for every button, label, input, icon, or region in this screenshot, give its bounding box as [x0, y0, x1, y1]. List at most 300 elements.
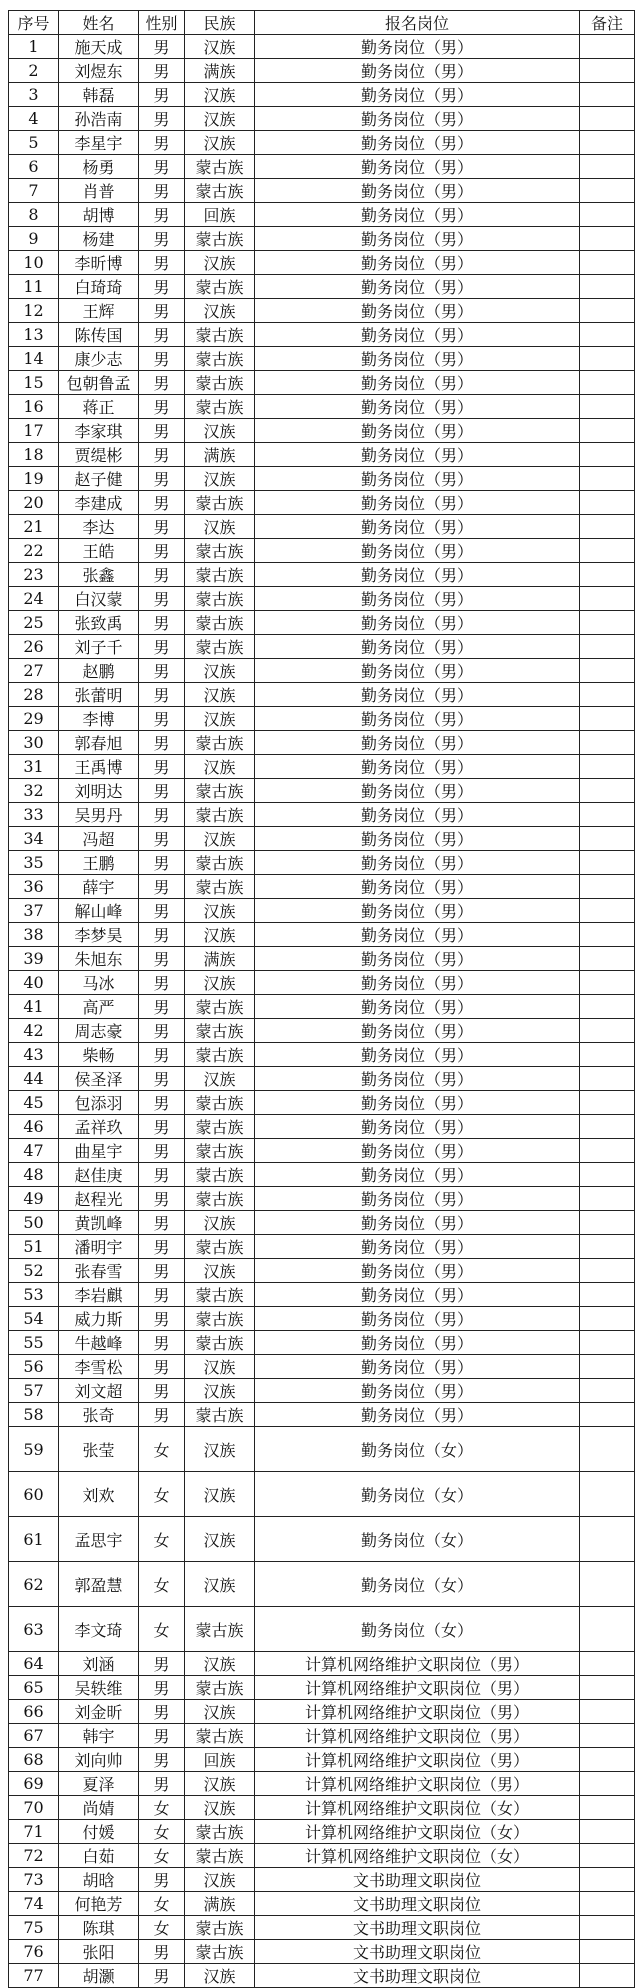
- cell-position: 勤务岗位（男）: [255, 707, 580, 731]
- cell-ethnicity: 汉族: [185, 299, 255, 323]
- cell-position: 勤务岗位（男）: [255, 731, 580, 755]
- cell-index: 14: [9, 347, 59, 371]
- table-row: [9, 1796, 635, 1820]
- cell-name: 李星宇: [59, 131, 139, 155]
- cell-index: 3: [9, 83, 59, 107]
- cell-position: 计算机网络维护文职岗位（男）: [255, 1652, 580, 1676]
- cell-position: 文书助理文职岗位: [255, 1892, 580, 1916]
- roster-table: [8, 10, 635, 1988]
- cell-index: 47: [9, 1139, 59, 1163]
- table-row: [9, 995, 635, 1019]
- cell-name: 孟思宇: [59, 1517, 139, 1562]
- cell-index: 69: [9, 1772, 59, 1796]
- cell-index: 34: [9, 827, 59, 851]
- cell-gender: 男: [139, 59, 185, 83]
- cell-remark: [580, 107, 635, 131]
- cell-position: 勤务岗位（男）: [255, 443, 580, 467]
- cell-index: 52: [9, 1259, 59, 1283]
- cell-index: 24: [9, 587, 59, 611]
- cell-remark: [580, 1964, 635, 1988]
- cell-remark: [580, 1379, 635, 1403]
- cell-remark: [580, 1844, 635, 1868]
- cell-gender: 男: [139, 395, 185, 419]
- cell-position: 勤务岗位（男）: [255, 683, 580, 707]
- table-row: [9, 683, 635, 707]
- cell-ethnicity: 蒙古族: [185, 1820, 255, 1844]
- cell-index: 49: [9, 1187, 59, 1211]
- table-row: [9, 131, 635, 155]
- cell-index: 4: [9, 107, 59, 131]
- cell-ethnicity: 蒙古族: [185, 1115, 255, 1139]
- cell-name: 李岩麒: [59, 1283, 139, 1307]
- cell-remark: [580, 1700, 635, 1724]
- cell-name: 张奇: [59, 1403, 139, 1427]
- table-row: [9, 875, 635, 899]
- cell-gender: 男: [139, 1940, 185, 1964]
- cell-ethnicity: 汉族: [185, 1772, 255, 1796]
- table-row: [9, 1607, 635, 1652]
- cell-name: 刘欢: [59, 1472, 139, 1517]
- cell-position: 勤务岗位（女）: [255, 1517, 580, 1562]
- table-row: [9, 515, 635, 539]
- cell-ethnicity: 汉族: [185, 1355, 255, 1379]
- cell-index: 45: [9, 1091, 59, 1115]
- cell-gender: 男: [139, 587, 185, 611]
- cell-position: 勤务岗位（男）: [255, 1403, 580, 1427]
- cell-name: 张莹: [59, 1427, 139, 1472]
- cell-gender: 男: [139, 1187, 185, 1211]
- cell-position: 勤务岗位（男）: [255, 803, 580, 827]
- cell-position: 计算机网络维护文职岗位（男）: [255, 1676, 580, 1700]
- cell-index: 27: [9, 659, 59, 683]
- cell-ethnicity: 蒙古族: [185, 1139, 255, 1163]
- table-row: [9, 371, 635, 395]
- cell-index: 25: [9, 611, 59, 635]
- cell-gender: 男: [139, 827, 185, 851]
- cell-name: 冯超: [59, 827, 139, 851]
- cell-position: 勤务岗位（男）: [255, 539, 580, 563]
- cell-ethnicity: 汉族: [185, 251, 255, 275]
- cell-index: 76: [9, 1940, 59, 1964]
- cell-ethnicity: 蒙古族: [185, 779, 255, 803]
- cell-index: 36: [9, 875, 59, 899]
- cell-remark: [580, 443, 635, 467]
- cell-remark: [580, 659, 635, 683]
- cell-gender: 男: [139, 1652, 185, 1676]
- cell-gender: 男: [139, 707, 185, 731]
- cell-position: 勤务岗位（女）: [255, 1607, 580, 1652]
- cell-name: 牛越峰: [59, 1331, 139, 1355]
- cell-index: 7: [9, 179, 59, 203]
- cell-gender: 女: [139, 1844, 185, 1868]
- cell-position: 计算机网络维护文职岗位（女）: [255, 1820, 580, 1844]
- cell-position: 勤务岗位（男）: [255, 1187, 580, 1211]
- cell-name: 潘明宇: [59, 1235, 139, 1259]
- cell-gender: 女: [139, 1892, 185, 1916]
- cell-index: 68: [9, 1748, 59, 1772]
- cell-name: 吴男丹: [59, 803, 139, 827]
- cell-ethnicity: 汉族: [185, 827, 255, 851]
- cell-index: 38: [9, 923, 59, 947]
- cell-index: 66: [9, 1700, 59, 1724]
- cell-gender: 男: [139, 875, 185, 899]
- cell-ethnicity: 满族: [185, 59, 255, 83]
- table-row: [9, 1211, 635, 1235]
- cell-gender: 男: [139, 155, 185, 179]
- cell-ethnicity: 蒙古族: [185, 1019, 255, 1043]
- cell-gender: 男: [139, 635, 185, 659]
- cell-gender: 男: [139, 1964, 185, 1988]
- cell-name: 刘子千: [59, 635, 139, 659]
- cell-remark: [580, 1517, 635, 1562]
- table-row: [9, 971, 635, 995]
- cell-index: 9: [9, 227, 59, 251]
- cell-name: 何艳芳: [59, 1892, 139, 1916]
- cell-position: 计算机网络维护文职岗位（女）: [255, 1844, 580, 1868]
- cell-remark: [580, 515, 635, 539]
- cell-gender: 男: [139, 971, 185, 995]
- table-row: [9, 563, 635, 587]
- cell-ethnicity: 汉族: [185, 1067, 255, 1091]
- table-row: [9, 1652, 635, 1676]
- cell-name: 蒋正: [59, 395, 139, 419]
- cell-gender: 女: [139, 1820, 185, 1844]
- cell-ethnicity: 汉族: [185, 467, 255, 491]
- cell-gender: 女: [139, 1427, 185, 1472]
- cell-name: 高严: [59, 995, 139, 1019]
- cell-position: 勤务岗位（男）: [255, 227, 580, 251]
- cell-position: 勤务岗位（男）: [255, 467, 580, 491]
- cell-remark: [580, 1211, 635, 1235]
- cell-index: 35: [9, 851, 59, 875]
- cell-position: 勤务岗位（男）: [255, 107, 580, 131]
- cell-position: 计算机网络维护文职岗位（男）: [255, 1772, 580, 1796]
- cell-gender: 女: [139, 1796, 185, 1820]
- cell-ethnicity: 蒙古族: [185, 227, 255, 251]
- cell-ethnicity: 回族: [185, 203, 255, 227]
- cell-name: 郭盈慧: [59, 1562, 139, 1607]
- cell-gender: 男: [139, 443, 185, 467]
- table-header-row: [9, 11, 635, 35]
- cell-name: 朱旭东: [59, 947, 139, 971]
- table-row: [9, 1043, 635, 1067]
- cell-position: 勤务岗位（女）: [255, 1472, 580, 1517]
- cell-position: 勤务岗位（男）: [255, 491, 580, 515]
- cell-remark: [580, 1868, 635, 1892]
- cell-gender: 男: [139, 515, 185, 539]
- cell-name: 韩宇: [59, 1724, 139, 1748]
- cell-remark: [580, 731, 635, 755]
- cell-ethnicity: 汉族: [185, 683, 255, 707]
- cell-remark: [580, 803, 635, 827]
- table-row: [9, 1331, 635, 1355]
- cell-name: 夏泽: [59, 1772, 139, 1796]
- cell-ethnicity: 汉族: [185, 35, 255, 59]
- cell-remark: [580, 899, 635, 923]
- cell-gender: 男: [139, 995, 185, 1019]
- table-row: [9, 1379, 635, 1403]
- table-row: [9, 827, 635, 851]
- cell-name: 柴畅: [59, 1043, 139, 1067]
- table-row: [9, 1139, 635, 1163]
- cell-remark: [580, 995, 635, 1019]
- cell-remark: [580, 539, 635, 563]
- cell-index: 17: [9, 419, 59, 443]
- cell-remark: [580, 131, 635, 155]
- cell-remark: [580, 971, 635, 995]
- cell-gender: 男: [139, 323, 185, 347]
- cell-ethnicity: 汉族: [185, 1472, 255, 1517]
- cell-gender: 男: [139, 923, 185, 947]
- cell-position: 勤务岗位（男）: [255, 395, 580, 419]
- cell-index: 31: [9, 755, 59, 779]
- cell-ethnicity: 汉族: [185, 1562, 255, 1607]
- cell-position: 勤务岗位（男）: [255, 947, 580, 971]
- cell-ethnicity: 蒙古族: [185, 731, 255, 755]
- cell-ethnicity: 蒙古族: [185, 1163, 255, 1187]
- cell-gender: 男: [139, 611, 185, 635]
- cell-name: 王皓: [59, 539, 139, 563]
- cell-gender: 男: [139, 1355, 185, 1379]
- cell-remark: [580, 1019, 635, 1043]
- cell-ethnicity: 汉族: [185, 899, 255, 923]
- cell-index: 28: [9, 683, 59, 707]
- cell-ethnicity: 蒙古族: [185, 635, 255, 659]
- cell-index: 57: [9, 1379, 59, 1403]
- cell-gender: 男: [139, 107, 185, 131]
- cell-name: 施天成: [59, 35, 139, 59]
- cell-remark: [580, 779, 635, 803]
- cell-position: 勤务岗位（男）: [255, 1043, 580, 1067]
- cell-remark: [580, 1403, 635, 1427]
- cell-remark: [580, 59, 635, 83]
- cell-ethnicity: 蒙古族: [185, 539, 255, 563]
- cell-remark: [580, 1607, 635, 1652]
- cell-position: 文书助理文职岗位: [255, 1868, 580, 1892]
- cell-index: 67: [9, 1724, 59, 1748]
- cell-remark: [580, 299, 635, 323]
- cell-remark: [580, 35, 635, 59]
- cell-name: 白汉蒙: [59, 587, 139, 611]
- cell-gender: 男: [139, 1868, 185, 1892]
- cell-name: 杨勇: [59, 155, 139, 179]
- table-row: [9, 323, 635, 347]
- table-row: [9, 1472, 635, 1517]
- cell-ethnicity: 汉族: [185, 107, 255, 131]
- cell-name: 解山峰: [59, 899, 139, 923]
- cell-remark: [580, 1676, 635, 1700]
- cell-position: 勤务岗位（男）: [255, 587, 580, 611]
- cell-remark: [580, 395, 635, 419]
- cell-name: 包朝鲁孟: [59, 371, 139, 395]
- cell-name: 马冰: [59, 971, 139, 995]
- cell-gender: 男: [139, 1748, 185, 1772]
- cell-gender: 男: [139, 1019, 185, 1043]
- cell-index: 16: [9, 395, 59, 419]
- cell-ethnicity: 蒙古族: [185, 803, 255, 827]
- cell-name: 周志豪: [59, 1019, 139, 1043]
- cell-index: 48: [9, 1163, 59, 1187]
- table-row: [9, 899, 635, 923]
- cell-position: 勤务岗位（男）: [255, 923, 580, 947]
- cell-remark: [580, 1283, 635, 1307]
- header-remark: 备注: [580, 11, 635, 35]
- cell-position: 勤务岗位（男）: [255, 251, 580, 275]
- table-row: [9, 707, 635, 731]
- cell-remark: [580, 683, 635, 707]
- cell-ethnicity: 蒙古族: [185, 1916, 255, 1940]
- cell-name: 赵鹏: [59, 659, 139, 683]
- cell-position: 文书助理文职岗位: [255, 1964, 580, 1988]
- cell-remark: [580, 1091, 635, 1115]
- cell-name: 韩磊: [59, 83, 139, 107]
- cell-index: 1: [9, 35, 59, 59]
- table-row: [9, 1724, 635, 1748]
- cell-remark: [580, 227, 635, 251]
- cell-name: 康少志: [59, 347, 139, 371]
- cell-gender: 男: [139, 779, 185, 803]
- table-row: [9, 1748, 635, 1772]
- table-row: [9, 1307, 635, 1331]
- cell-index: 56: [9, 1355, 59, 1379]
- cell-remark: [580, 1772, 635, 1796]
- table-row: [9, 83, 635, 107]
- cell-ethnicity: 汉族: [185, 1796, 255, 1820]
- cell-index: 40: [9, 971, 59, 995]
- cell-name: 胡晗: [59, 1868, 139, 1892]
- cell-gender: 男: [139, 1283, 185, 1307]
- cell-index: 64: [9, 1652, 59, 1676]
- cell-index: 32: [9, 779, 59, 803]
- cell-gender: 女: [139, 1607, 185, 1652]
- cell-name: 陈传国: [59, 323, 139, 347]
- cell-position: 勤务岗位（男）: [255, 1019, 580, 1043]
- cell-ethnicity: 蒙古族: [185, 275, 255, 299]
- cell-gender: 男: [139, 731, 185, 755]
- header-gender: 性别: [139, 11, 185, 35]
- cell-gender: 男: [139, 1403, 185, 1427]
- table-row: [9, 1916, 635, 1940]
- cell-ethnicity: 蒙古族: [185, 875, 255, 899]
- cell-ethnicity: 汉族: [185, 1259, 255, 1283]
- cell-gender: 男: [139, 83, 185, 107]
- cell-name: 胡灏: [59, 1964, 139, 1988]
- cell-position: 文书助理文职岗位: [255, 1940, 580, 1964]
- cell-gender: 女: [139, 1916, 185, 1940]
- cell-remark: [580, 1187, 635, 1211]
- cell-position: 文书助理文职岗位: [255, 1916, 580, 1940]
- cell-remark: [580, 155, 635, 179]
- cell-remark: [580, 1115, 635, 1139]
- table-row: [9, 947, 635, 971]
- cell-remark: [580, 251, 635, 275]
- cell-position: 勤务岗位（男）: [255, 1331, 580, 1355]
- cell-gender: 男: [139, 251, 185, 275]
- cell-gender: 男: [139, 947, 185, 971]
- cell-remark: [580, 371, 635, 395]
- cell-ethnicity: 蒙古族: [185, 1676, 255, 1700]
- cell-name: 白琦琦: [59, 275, 139, 299]
- table-row: [9, 275, 635, 299]
- cell-ethnicity: 蒙古族: [185, 563, 255, 587]
- cell-position: 勤务岗位（男）: [255, 1067, 580, 1091]
- cell-ethnicity: 蒙古族: [185, 1235, 255, 1259]
- cell-index: 11: [9, 275, 59, 299]
- cell-ethnicity: 蒙古族: [185, 1844, 255, 1868]
- table-row: [9, 1820, 635, 1844]
- cell-position: 勤务岗位（男）: [255, 1259, 580, 1283]
- cell-name: 张阳: [59, 1940, 139, 1964]
- cell-gender: 男: [139, 1211, 185, 1235]
- cell-name: 李建成: [59, 491, 139, 515]
- cell-ethnicity: 汉族: [185, 1427, 255, 1472]
- cell-index: 21: [9, 515, 59, 539]
- cell-remark: [580, 563, 635, 587]
- cell-index: 10: [9, 251, 59, 275]
- cell-ethnicity: 汉族: [185, 83, 255, 107]
- table-row: [9, 179, 635, 203]
- table-row: [9, 1163, 635, 1187]
- cell-position: 勤务岗位（男）: [255, 971, 580, 995]
- cell-index: 12: [9, 299, 59, 323]
- cell-ethnicity: 蒙古族: [185, 611, 255, 635]
- cell-remark: [580, 467, 635, 491]
- cell-remark: [580, 1043, 635, 1067]
- cell-position: 勤务岗位（男）: [255, 779, 580, 803]
- cell-gender: 男: [139, 659, 185, 683]
- cell-gender: 男: [139, 491, 185, 515]
- cell-name: 李昕博: [59, 251, 139, 275]
- cell-position: 勤务岗位（男）: [255, 1139, 580, 1163]
- cell-ethnicity: 蒙古族: [185, 1283, 255, 1307]
- cell-position: 勤务岗位（男）: [255, 323, 580, 347]
- cell-name: 王鹏: [59, 851, 139, 875]
- table-row: [9, 923, 635, 947]
- cell-gender: 男: [139, 1307, 185, 1331]
- cell-index: 18: [9, 443, 59, 467]
- cell-gender: 男: [139, 371, 185, 395]
- cell-name: 贾缇彬: [59, 443, 139, 467]
- table-row: [9, 659, 635, 683]
- cell-ethnicity: 汉族: [185, 515, 255, 539]
- cell-gender: 男: [139, 755, 185, 779]
- cell-gender: 男: [139, 1043, 185, 1067]
- cell-name: 吴轶维: [59, 1676, 139, 1700]
- cell-name: 郭春旭: [59, 731, 139, 755]
- cell-gender: 女: [139, 1562, 185, 1607]
- cell-gender: 女: [139, 1472, 185, 1517]
- cell-index: 33: [9, 803, 59, 827]
- cell-position: 勤务岗位（男）: [255, 35, 580, 59]
- cell-ethnicity: 满族: [185, 947, 255, 971]
- cell-position: 勤务岗位（男）: [255, 131, 580, 155]
- cell-gender: 男: [139, 1724, 185, 1748]
- cell-remark: [580, 1355, 635, 1379]
- cell-name: 李文琦: [59, 1607, 139, 1652]
- cell-index: 72: [9, 1844, 59, 1868]
- cell-ethnicity: 蒙古族: [185, 371, 255, 395]
- cell-index: 41: [9, 995, 59, 1019]
- cell-position: 勤务岗位（男）: [255, 1307, 580, 1331]
- cell-name: 赵佳庚: [59, 1163, 139, 1187]
- cell-gender: 男: [139, 1235, 185, 1259]
- cell-position: 勤务岗位（男）: [255, 1211, 580, 1235]
- cell-index: 22: [9, 539, 59, 563]
- cell-name: 薛宇: [59, 875, 139, 899]
- header-index: 序号: [9, 11, 59, 35]
- cell-name: 侯圣泽: [59, 1067, 139, 1091]
- cell-gender: 男: [139, 1700, 185, 1724]
